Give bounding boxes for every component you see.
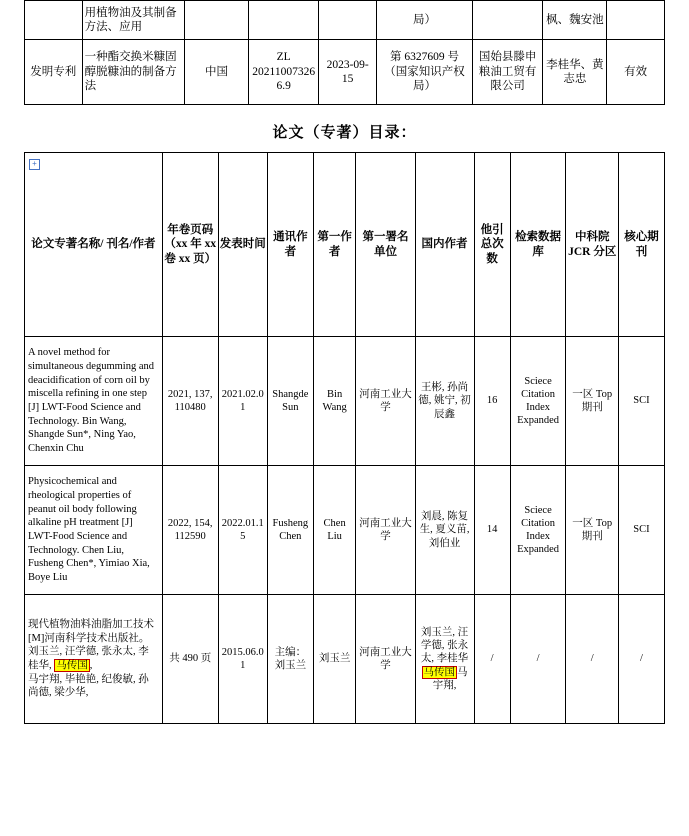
table-row [25, 1, 665, 40]
paper-database: Sciece Citation Index Expanded [510, 337, 566, 466]
paper-date: 2021.02.01 [218, 337, 267, 466]
page-title: 论文（专著）目录： [272, 125, 417, 141]
paper-citations: / [474, 595, 510, 724]
paper-volume: 2021, 137, 110480 [162, 337, 218, 466]
col-header-citations: 他引总次数 [474, 153, 510, 337]
col-header-volume-line2: （xx 年 xx 卷 xx 页） [164, 238, 217, 265]
patent-country [184, 1, 248, 40]
patent-inventors: 李桂华、黄志忠 [543, 40, 607, 105]
paper-jcr: / [566, 595, 619, 724]
paper-first-author: Bin Wang [313, 337, 356, 466]
col-header-database: 检索数据库 [510, 153, 566, 337]
col-header-title-text: 论文专著名称/ 刊名/作者 [31, 238, 156, 251]
patent-owner: 国始县滕申粮油工贸有限公司 [472, 40, 542, 105]
table-row [25, 337, 665, 466]
paper-corresponding: Fusheng Chen [267, 466, 313, 595]
patent-table [24, 0, 665, 105]
col-header-domestic-authors: 国内作者 [415, 153, 474, 337]
papers-section-header [24, 121, 665, 168]
paper-domestic-authors: 刘晨, 陈复生, 夏义苗, 刘伯业 [415, 466, 474, 595]
patent-status: 有效 [607, 40, 665, 105]
paper-database: Sciece Citation Index Expanded [510, 466, 566, 595]
patent-title: 一种酯交换米糠固醇脱糠油的制备方法 [82, 40, 184, 105]
paper-title-line1: 现代植物油料油脂加工技术 [28, 619, 154, 631]
col-header-core: 核心期刊 [618, 153, 664, 337]
paper-core: SCI [618, 337, 664, 466]
paper-domestic-authors-post: 马宇翔, [432, 666, 468, 691]
paper-first-author: Chen Liu [313, 466, 356, 595]
anchor-marker-icon: + [29, 159, 40, 170]
col-header-unit: 第一署名单位 [356, 153, 415, 337]
paper-title: A novel method for simultaneous degumming and deacidification of corn oil by miscella refining in one step [J] LWT-Food Science and Technology. Bin Wang, Shangde Sun*, Ning Yao, Chenxin Chu [25, 337, 163, 466]
paper-corresponding: 主编：刘玉兰 [267, 595, 313, 724]
papers-table [24, 152, 665, 724]
paper-title: Physicochemical and rheological properties of peanut oil body following alkaline pH treatment [J] LWT-Food Science and Technology. Chen Liu, Fusheng Chen*, Yimiao Xia, Boye Liu [25, 466, 163, 595]
patent-inventors: 枫、魏安池 [543, 1, 607, 40]
patent-type [25, 1, 83, 40]
col-header-title [25, 153, 163, 337]
paper-title-line3 [28, 645, 159, 672]
patent-date: 2023-09-15 [319, 40, 377, 105]
paper-corresponding: Shangde Sun [267, 337, 313, 466]
paper-title-line2: [M]河南科学技术出版社。 [28, 632, 150, 644]
paper-domestic-authors-highlight: 马传国 [423, 666, 456, 678]
col-header-first-author: 第一作者 [313, 153, 356, 337]
col-header-jcr: 中科院 JCR 分区 [566, 153, 619, 337]
table-row [25, 466, 665, 595]
patent-type: 发明专利 [25, 40, 83, 105]
patent-status [607, 1, 665, 40]
patent-country: 中国 [184, 40, 248, 105]
patent-date [319, 1, 377, 40]
table-row [25, 40, 665, 105]
paper-unit: 河南工业大学 [356, 466, 415, 595]
paper-volume: 2022, 154, 112590 [162, 466, 218, 595]
paper-core: SCI [618, 466, 664, 595]
col-header-volume [162, 153, 218, 337]
col-header-volume-line1: 年卷页码 [167, 223, 214, 236]
paper-unit: 河南工业大学 [356, 337, 415, 466]
paper-title-highlight: 马传国 [56, 660, 88, 671]
paper-core: / [618, 595, 664, 724]
patent-number: ZL 202110073266.9 [248, 40, 318, 105]
table-row [25, 595, 665, 724]
paper-title-line3-pre: 刘玉兰, 汪学德, 张永太, 李桂华, [28, 646, 149, 671]
paper-domestic-authors: 王彬, 孙尚德, 姚宁, 初辰鑫 [415, 337, 474, 466]
paper-jcr: 一区 Top 期刊 [566, 466, 619, 595]
paper-domestic-authors-pre: 刘玉兰, 汪学德, 张永太, 李桂华 [420, 627, 469, 665]
paper-database: / [510, 595, 566, 724]
patent-authority: 第 6327609 号（国家知识产权局） [376, 40, 472, 105]
col-header-corresponding: 通讯作者 [267, 153, 313, 337]
col-header-date: 发表时间 [218, 153, 267, 337]
paper-title [25, 595, 163, 724]
paper-domestic-authors [415, 595, 474, 724]
paper-citations: 14 [474, 466, 510, 595]
paper-citations: 16 [474, 337, 510, 466]
patent-number [248, 1, 318, 40]
paper-first-author: 刘玉兰 [313, 595, 356, 724]
paper-title-line3-post: , [89, 660, 93, 671]
patent-title: 用植物油及其制备方法、应用 [82, 1, 184, 40]
table-header-row [25, 153, 665, 337]
paper-title-line4: 马宇翔, 毕艳艳, 纪俊敏, 孙尚德, 梁少华, [28, 673, 149, 699]
paper-unit: 河南工业大学 [356, 595, 415, 724]
paper-volume: 共 490 页 [162, 595, 218, 724]
patent-owner [472, 1, 542, 40]
paper-jcr: 一区 Top 期刊 [566, 337, 619, 466]
patent-authority: 局） [376, 1, 472, 40]
paper-date: 2015.06.01 [218, 595, 267, 724]
paper-date: 2022.01.15 [218, 466, 267, 595]
